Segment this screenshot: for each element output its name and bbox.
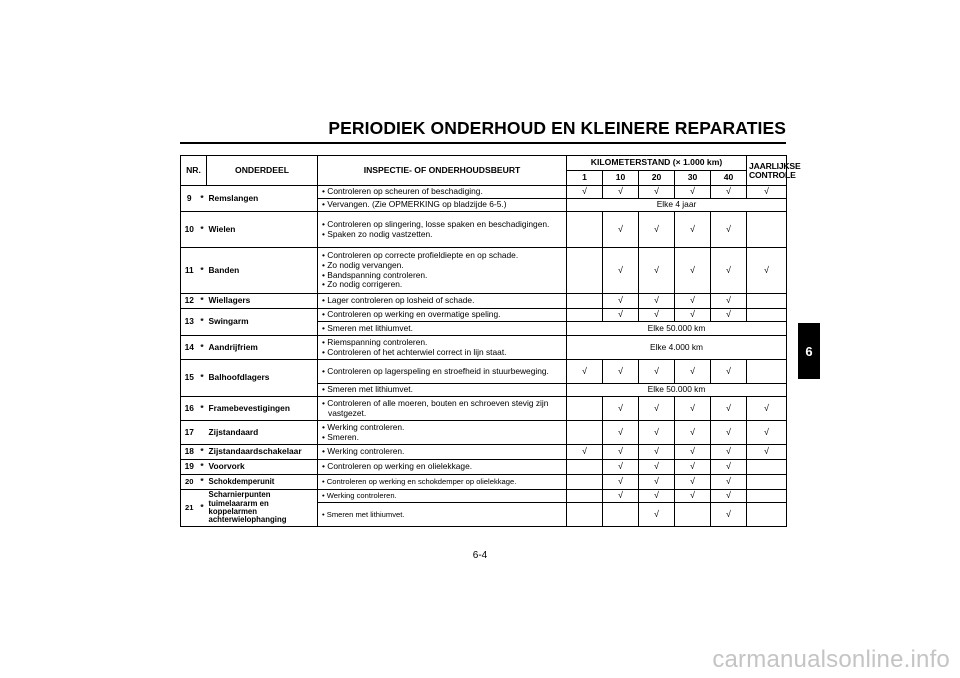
inspection-text: • Lager controleren op losheid of schade. <box>318 294 567 309</box>
empty-cell <box>675 503 711 527</box>
part-name: Zijstandaardschakelaar <box>207 445 318 460</box>
check-mark: √ <box>639 248 675 294</box>
check-mark: √ <box>711 186 747 199</box>
km-col-20: 20 <box>639 171 675 186</box>
empty-cell <box>747 294 787 309</box>
check-mark: √ <box>603 421 639 445</box>
check-mark: √ <box>603 360 639 384</box>
inspection-text: • Controleren op werking en olielekkage. <box>318 460 567 475</box>
row-number: 20 <box>181 475 198 490</box>
check-mark: √ <box>675 460 711 475</box>
table-row <box>181 336 787 360</box>
check-mark: √ <box>639 397 675 421</box>
table-row <box>181 212 787 248</box>
inspection-text: • Controleren op lagerspeling en stroefheid in stuurbeweging. <box>318 360 567 384</box>
check-mark: √ <box>567 445 603 460</box>
check-mark: √ <box>603 309 639 322</box>
part-name: Scharnierpunten tuimelaararm en koppelarmen achterwielophanging <box>207 490 318 527</box>
check-mark: √ <box>711 490 747 503</box>
empty-cell <box>567 475 603 490</box>
check-mark: √ <box>711 212 747 248</box>
table-row <box>181 309 787 322</box>
check-mark: √ <box>675 186 711 199</box>
check-mark: √ <box>675 248 711 294</box>
row-number: 17 <box>181 421 198 445</box>
row-star: * <box>198 294 207 309</box>
row-number: 9 <box>181 186 198 212</box>
empty-cell <box>747 503 787 527</box>
table-row <box>181 490 787 503</box>
row-star: * <box>198 490 207 527</box>
row-number: 16 <box>181 397 198 421</box>
check-mark: √ <box>639 421 675 445</box>
inspection-text: • Controleren op slingering, losse spaken en beschadigingen. • Spaken zo nodig vastzetten. <box>318 212 567 248</box>
row-star <box>198 421 207 445</box>
table-row <box>181 360 787 384</box>
part-name: Balhoofdlagers <box>207 360 318 397</box>
yearly-line1: JAARLIJKSE <box>749 160 801 171</box>
inspection-text: • Smeren met lithiumvet. <box>318 503 567 527</box>
check-mark: √ <box>639 475 675 490</box>
col-header-inspection: INSPECTIE- OF ONDERHOUDSBEURT <box>318 156 567 186</box>
empty-cell <box>747 460 787 475</box>
inspection-text: • Werking controleren. • Smeren. <box>318 421 567 445</box>
check-mark: √ <box>603 186 639 199</box>
interval-text: Elke 50.000 km <box>567 322 787 336</box>
inspection-text: • Controleren op werking en overmatige speling. <box>318 309 567 322</box>
row-star: * <box>198 186 207 212</box>
row-star: * <box>198 336 207 360</box>
empty-cell <box>567 503 603 527</box>
empty-cell <box>747 475 787 490</box>
col-header-part: ONDERDEEL <box>207 156 318 186</box>
check-mark: √ <box>639 309 675 322</box>
inspection-text: • Werking controleren. <box>318 445 567 460</box>
check-mark: √ <box>675 397 711 421</box>
check-mark: √ <box>711 397 747 421</box>
title-rule <box>180 142 786 144</box>
empty-cell <box>567 309 603 322</box>
row-number: 11 <box>181 248 198 294</box>
empty-cell <box>747 309 787 322</box>
inspection-text: • Controleren op werking en schokdemper op olielekkage. <box>318 475 567 490</box>
empty-cell <box>747 360 787 384</box>
empty-cell <box>567 212 603 248</box>
check-mark: √ <box>711 248 747 294</box>
check-mark: √ <box>603 294 639 309</box>
check-mark: √ <box>711 460 747 475</box>
inspection-text: • Riemspanning controleren. • Controleren of het achterwiel correct in lijn staat. <box>318 336 567 360</box>
empty-cell <box>567 460 603 475</box>
page-title: PERIODIEK ONDERHOUD EN KLEINERE REPARATIES <box>328 118 786 138</box>
part-name: Aandrijfriem <box>207 336 318 360</box>
check-mark: √ <box>639 445 675 460</box>
row-star: * <box>198 309 207 336</box>
empty-cell <box>567 421 603 445</box>
empty-cell <box>567 397 603 421</box>
row-number: 10 <box>181 212 198 248</box>
check-mark: √ <box>639 294 675 309</box>
check-mark: √ <box>747 186 787 199</box>
table-row <box>181 186 787 199</box>
check-mark: √ <box>747 421 787 445</box>
check-mark: √ <box>675 212 711 248</box>
check-mark: √ <box>675 309 711 322</box>
km-col-40: 40 <box>711 171 747 186</box>
check-mark: √ <box>747 445 787 460</box>
table-row <box>181 475 787 490</box>
check-mark: √ <box>639 503 675 527</box>
row-number: 19 <box>181 460 198 475</box>
inspection-text: • Controleren op correcte profieldiepte en op schade. • Zo nodig vervangen. • Bandspanning controleren. • Zo nodig corrigeren. <box>318 248 567 294</box>
check-mark: √ <box>639 212 675 248</box>
row-number: 18 <box>181 445 198 460</box>
check-mark: √ <box>711 294 747 309</box>
table-row <box>181 397 787 421</box>
check-mark: √ <box>675 294 711 309</box>
part-name: Wielen <box>207 212 318 248</box>
maintenance-table <box>180 155 801 527</box>
check-mark: √ <box>639 490 675 503</box>
part-name: Remslangen <box>207 186 318 212</box>
check-mark: √ <box>603 397 639 421</box>
check-mark: √ <box>675 360 711 384</box>
check-mark: √ <box>603 212 639 248</box>
check-mark: √ <box>639 360 675 384</box>
table-row <box>181 294 787 309</box>
check-mark: √ <box>603 490 639 503</box>
check-mark: √ <box>711 475 747 490</box>
yearly-line2: CONTROLE <box>749 169 796 180</box>
part-name: Schokdemperunit <box>207 475 318 490</box>
check-mark: √ <box>567 360 603 384</box>
check-mark: √ <box>747 248 787 294</box>
empty-cell <box>747 490 787 503</box>
inspection-text: • Controleren op scheuren of beschadiging. <box>318 186 567 199</box>
part-name: Voorvork <box>207 460 318 475</box>
row-star: * <box>198 445 207 460</box>
check-mark: √ <box>675 475 711 490</box>
row-number: 15 <box>181 360 198 397</box>
inspection-text: • Smeren met lithiumvet. <box>318 322 567 336</box>
km-col-10: 10 <box>603 171 639 186</box>
check-mark: √ <box>711 360 747 384</box>
check-mark: √ <box>603 248 639 294</box>
check-mark: √ <box>567 186 603 199</box>
chapter-tab[interactable]: 6 <box>798 323 820 379</box>
part-name: Zijstandaard <box>207 421 318 445</box>
empty-cell <box>603 503 639 527</box>
check-mark: √ <box>675 421 711 445</box>
table-row <box>181 460 787 475</box>
row-star: * <box>198 360 207 397</box>
col-header-nr: NR. <box>181 156 207 186</box>
part-name: Framebevestigingen <box>207 397 318 421</box>
empty-cell <box>567 248 603 294</box>
inspection-text: • Smeren met lithiumvet. <box>318 384 567 397</box>
table-row <box>181 445 787 460</box>
table-row <box>181 421 787 445</box>
check-mark: √ <box>639 460 675 475</box>
row-star: * <box>198 212 207 248</box>
table-row <box>181 248 787 294</box>
interval-text: Elke 50.000 km <box>567 384 787 397</box>
inspection-text: • Controleren of alle moeren, bouten en schroeven stevig zijn vastgezet. <box>318 397 567 421</box>
interval-text: Elke 4 jaar <box>567 199 787 212</box>
check-mark: √ <box>747 397 787 421</box>
row-star: * <box>198 397 207 421</box>
col-header-yearly <box>747 156 801 186</box>
watermark: carmanualsonline.info <box>712 646 950 673</box>
check-mark: √ <box>603 460 639 475</box>
inspection-text: • Werking controleren. <box>318 490 567 503</box>
row-star: * <box>198 460 207 475</box>
check-mark: √ <box>711 421 747 445</box>
col-header-km: KILOMETERSTAND (× 1.000 km) <box>567 156 747 171</box>
row-number: 14 <box>181 336 198 360</box>
part-name: Wiellagers <box>207 294 318 309</box>
inspection-text: • Vervangen. (Zie OPMERKING op bladzijde 6-5.) <box>318 199 567 212</box>
check-mark: √ <box>639 186 675 199</box>
empty-cell <box>567 294 603 309</box>
empty-cell <box>747 212 787 248</box>
check-mark: √ <box>603 445 639 460</box>
page-number: 6-4 <box>472 550 488 561</box>
row-number: 21 <box>181 490 198 527</box>
row-star: * <box>198 248 207 294</box>
km-col-30: 30 <box>675 171 711 186</box>
part-name: Banden <box>207 248 318 294</box>
part-name: Swingarm <box>207 309 318 336</box>
row-star: * <box>198 475 207 490</box>
check-mark: √ <box>711 309 747 322</box>
check-mark: √ <box>603 475 639 490</box>
check-mark: √ <box>711 445 747 460</box>
check-mark: √ <box>675 445 711 460</box>
row-number: 12 <box>181 294 198 309</box>
row-number: 13 <box>181 309 198 336</box>
empty-cell <box>567 490 603 503</box>
km-col-1: 1 <box>567 171 603 186</box>
check-mark: √ <box>711 503 747 527</box>
check-mark: √ <box>675 490 711 503</box>
interval-text: Elke 4.000 km <box>567 336 787 360</box>
